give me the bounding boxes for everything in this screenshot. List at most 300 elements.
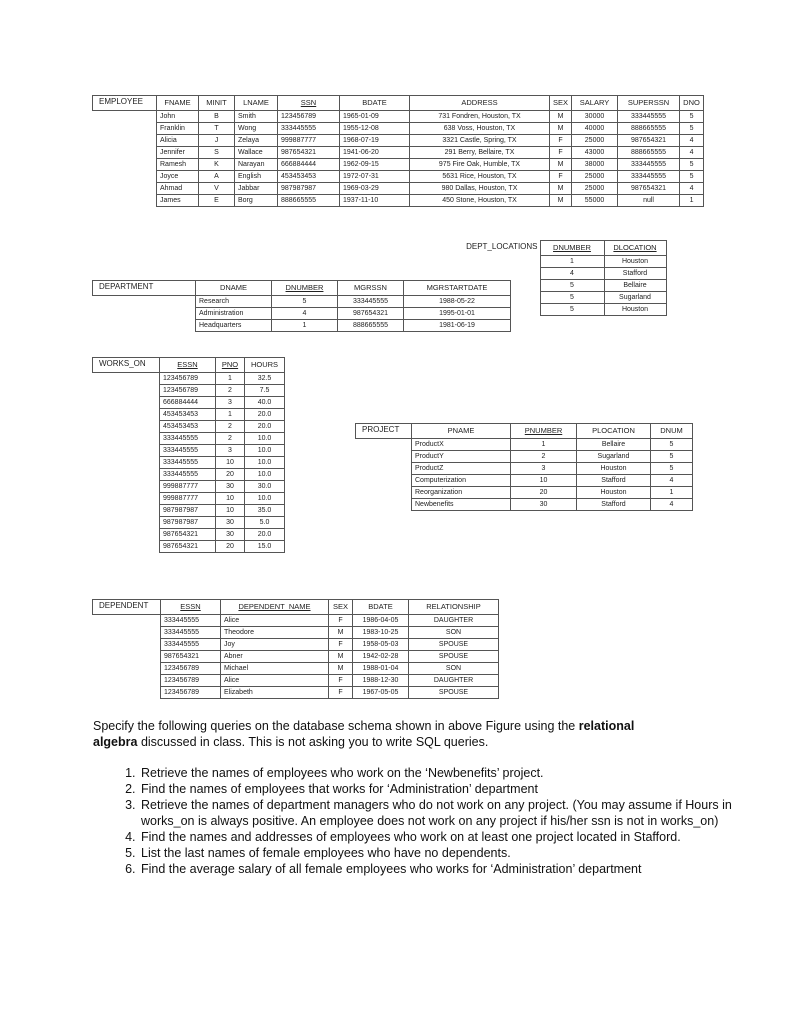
table-cell: 638 Voss, Houston, TX [410,123,550,135]
empty-cell [93,123,157,135]
table-cell: 987987987 [160,505,216,517]
table-cell: ProductX [412,439,511,451]
table-row [93,663,499,675]
table-cell: Computerization [412,475,511,487]
table-cell: 1981-06-19 [404,320,511,332]
works-on-header-row [93,358,285,373]
instructions-paragraph [93,718,713,750]
dependent-column-header: ESSN [161,600,221,615]
table-cell: 10.0 [245,457,285,469]
table-cell: 10.0 [245,445,285,457]
works-on-column-header: ESSN [160,358,216,373]
table-row [93,171,704,183]
dept-locations-column-header: DNUMBER [540,241,604,256]
table-cell: Alice [221,615,329,627]
table-cell: 5.0 [245,517,285,529]
table-cell: English [235,171,278,183]
table-cell: M [550,183,572,195]
table-cell: 1969-03-29 [340,183,410,195]
table-cell: ProductZ [412,463,511,475]
table-cell: SPOUSE [409,639,499,651]
table-cell: 3321 Castle, Spring, TX [410,135,550,147]
table-cell: 1 [511,439,577,451]
table-cell: 123456789 [161,663,221,675]
table-cell: 20 [216,469,245,481]
table-cell: Houston [604,256,666,268]
table-cell: SON [409,627,499,639]
instructions-bold-relational: relational [578,719,635,733]
project-column-header: DNUM [651,424,693,439]
employee-column-header: BDATE [340,96,410,111]
table-cell: 987654321 [160,541,216,553]
table-cell: 5 [540,304,604,316]
table-cell: 1995-01-01 [404,308,511,320]
table-row [93,541,285,553]
table-cell: 4 [540,268,604,280]
table-cell: 40000 [572,123,618,135]
department-column-header: DNUMBER [272,281,338,296]
table-cell: Narayan [235,159,278,171]
question-item: 5. List the last names of female employees who have no dependents. [139,845,739,861]
empty-cell [356,451,412,463]
table-cell: 450 Stone, Houston, TX [410,195,550,207]
table-row [93,147,704,159]
table-cell: SPOUSE [409,687,499,699]
table-row [93,445,285,457]
table-cell: Administration [196,308,272,320]
question-item: 6. Find the average salary of all female employees who works for ‘Administration’ department [139,861,739,877]
table-cell: 291 Berry, Bellaire, TX [410,147,550,159]
table-row [93,517,285,529]
table-cell: 20 [511,487,577,499]
empty-cell [93,159,157,171]
table-cell: M [329,627,353,639]
empty-cell [93,469,160,481]
table-cell: 1962-09-15 [340,159,410,171]
table-cell: 888665555 [338,320,404,332]
empty-cell [356,487,412,499]
empty-cell [93,481,160,493]
table-cell: 1958-05-03 [353,639,409,651]
table-cell: 333445555 [160,457,216,469]
table-cell: 987654321 [618,183,680,195]
empty-cell [93,505,160,517]
table-row [93,651,499,663]
table-cell: 123456789 [161,675,221,687]
table-cell: 5 [680,123,704,135]
table-row [93,159,704,171]
table-cell: 987654321 [161,651,221,663]
table-cell: 123456789 [160,385,216,397]
empty-cell [93,687,161,699]
table-row [93,111,704,123]
table-cell: 453453453 [160,421,216,433]
table-cell: Jabbar [235,183,278,195]
table-row [93,639,499,651]
table-row [356,463,693,475]
table-cell: 30 [216,517,245,529]
table-cell: T [199,123,235,135]
project-column-header: PNAME [412,424,511,439]
table-cell: 5 [651,451,693,463]
empty-cell [93,651,161,663]
table-cell: 5 [540,292,604,304]
empty-cell [93,195,157,207]
table-cell: Theodore [221,627,329,639]
table-cell: 30.0 [245,481,285,493]
table-cell: Franklin [157,123,199,135]
table-cell: Houston [577,463,651,475]
table-cell: 1 [216,373,245,385]
table-cell: 1942-02-28 [353,651,409,663]
table-cell: B [199,111,235,123]
table-cell: 333445555 [618,171,680,183]
table-cell: 1 [272,320,338,332]
table-cell: 30 [216,481,245,493]
table-cell: F [550,135,572,147]
table-cell: Joyce [157,171,199,183]
empty-cell [93,457,160,469]
table-cell: 333445555 [618,159,680,171]
table-cell: 20.0 [245,529,285,541]
table-cell: 5631 Rice, Houston, TX [410,171,550,183]
table-row [93,675,499,687]
table-cell: 2 [216,433,245,445]
table-cell: SON [409,663,499,675]
department-column-header: MGRSTARTDATE [404,281,511,296]
table-cell: M [329,651,353,663]
table-row [93,373,285,385]
table-cell: 333445555 [161,615,221,627]
table-cell: M [550,159,572,171]
table-cell: 333445555 [338,296,404,308]
table-cell: F [329,639,353,651]
table-cell: 5 [680,171,704,183]
table-cell: Alicia [157,135,199,147]
table-cell: 999887777 [160,493,216,505]
table-cell: 987654321 [618,135,680,147]
table-cell: 10 [216,457,245,469]
table-cell: 1937-11-10 [340,195,410,207]
table-row [93,529,285,541]
employee-column-header: LNAME [235,96,278,111]
table-cell: Ahmad [157,183,199,195]
employee-column-header: SUPERSSN [618,96,680,111]
empty-cell [93,147,157,159]
instructions-bold-algebra: algebra [93,735,138,749]
table-cell: E [199,195,235,207]
empty-cell [93,171,157,183]
table-cell: Houston [604,304,666,316]
empty-cell [93,183,157,195]
empty-cell [356,439,412,451]
table-cell: Michael [221,663,329,675]
table-cell: Zelaya [235,135,278,147]
table-cell: Stafford [577,475,651,487]
table-cell: 2 [216,421,245,433]
table-row [93,505,285,517]
empty-cell [356,475,412,487]
dept-locations-column-header: DLOCATION [604,241,666,256]
table-cell: ProductY [412,451,511,463]
table-cell: John [157,111,199,123]
table-cell: 25000 [572,171,618,183]
empty-cell [93,385,160,397]
table-row [93,123,704,135]
empty-cell [93,639,161,651]
table-cell: Newbenefits [412,499,511,511]
table-cell: 4 [680,135,704,147]
table-cell: F [550,147,572,159]
table-cell: Research [196,296,272,308]
table-row [93,433,285,445]
table-cell: 20.0 [245,409,285,421]
table-cell: F [550,171,572,183]
table-cell: 1 [651,487,693,499]
table-cell: 333445555 [161,627,221,639]
department-relation-label: DEPARTMENT [93,281,196,296]
table-cell: Abner [221,651,329,663]
table-cell: 4 [272,308,338,320]
dependent-column-header: DEPENDENT_NAME [221,600,329,615]
table-row [93,615,499,627]
table-cell: Headquarters [196,320,272,332]
table-cell: 3 [511,463,577,475]
table-cell: 123456789 [278,111,340,123]
department-header-row [93,281,511,296]
table-cell: 4 [680,147,704,159]
table-cell: 4 [680,183,704,195]
table-cell: 1 [540,256,604,268]
works-on-column-header: PNO [216,358,245,373]
table-row [93,308,511,320]
table-cell: Borg [235,195,278,207]
department-column-header: DNAME [196,281,272,296]
table-row [437,256,666,268]
table-cell: 666884444 [278,159,340,171]
table-cell: 3 [216,397,245,409]
table-cell: 4 [651,475,693,487]
table-cell: 43000 [572,147,618,159]
table-cell: Houston [577,487,651,499]
table-cell: M [550,123,572,135]
table-row [93,409,285,421]
empty-cell [93,111,157,123]
empty-cell [356,463,412,475]
table-row [93,421,285,433]
table-cell: 975 Fire Oak, Humble, TX [410,159,550,171]
empty-cell [93,433,160,445]
table-cell: Reorganization [412,487,511,499]
table-cell: 1 [680,195,704,207]
table-cell: Ramesh [157,159,199,171]
table-cell: S [199,147,235,159]
table-cell: 55000 [572,195,618,207]
project-table [355,423,693,511]
table-cell: 25000 [572,183,618,195]
dependent-table [92,599,499,699]
table-cell: M [329,663,353,675]
table-cell: null [618,195,680,207]
employee-column-header: ADDRESS [410,96,550,111]
table-cell: 666884444 [160,397,216,409]
works-on-column-header: HOURS [245,358,285,373]
empty-cell [93,675,161,687]
table-cell: 987654321 [160,529,216,541]
table-cell: SPOUSE [409,651,499,663]
table-cell: Jennifer [157,147,199,159]
works-on-relation-label: WORKS_ON [93,358,160,373]
table-row [356,499,693,511]
table-cell: 7.5 [245,385,285,397]
table-cell: 2 [511,451,577,463]
table-cell: 999887777 [160,481,216,493]
employee-column-header: SSN [278,96,340,111]
project-table-block [355,423,693,511]
employee-table-block [92,95,704,207]
table-cell: 1986-04-05 [353,615,409,627]
table-row [93,397,285,409]
table-cell: 987654321 [338,308,404,320]
table-cell: 30000 [572,111,618,123]
table-cell: 453453453 [160,409,216,421]
table-row [437,268,666,280]
table-cell: Smith [235,111,278,123]
table-cell: 10 [216,493,245,505]
table-row [93,385,285,397]
table-cell: A [199,171,235,183]
table-row [93,469,285,481]
question-item: 3. Retrieve the names of department managers who do not work on any project. (You may assume if Hours in works_on is always positive. An employee does not work on any project if his/her ssn is not in works_on) [139,797,739,829]
question-item: 2. Find the names of employees that works for ‘Administration’ department [139,781,739,797]
table-cell: 333445555 [278,123,340,135]
department-table [92,280,511,332]
question-list [113,765,739,877]
table-cell: 5 [651,439,693,451]
table-cell: V [199,183,235,195]
empty-cell [93,135,157,147]
table-cell: 987987987 [278,183,340,195]
table-cell: 333445555 [160,445,216,457]
table-cell: Bellaire [577,439,651,451]
table-cell: 5 [540,280,604,292]
table-cell: 1967-05-05 [353,687,409,699]
table-cell: J [199,135,235,147]
table-row [93,135,704,147]
employee-relation-label: EMPLOYEE [93,96,157,111]
table-cell: 25000 [572,135,618,147]
employee-column-header: FNAME [157,96,199,111]
table-cell: DAUGHTER [409,615,499,627]
table-cell: 123456789 [160,373,216,385]
table-cell: Bellaire [604,280,666,292]
table-row [93,296,511,308]
table-cell: 731 Fondren, Houston, TX [410,111,550,123]
department-table-block [92,280,511,332]
table-cell: Sugarland [577,451,651,463]
empty-cell [93,397,160,409]
dependent-header-row [93,600,499,615]
table-cell: 1972-07-31 [340,171,410,183]
table-cell: K [199,159,235,171]
table-cell: 38000 [572,159,618,171]
empty-cell [356,499,412,511]
table-cell: Stafford [604,268,666,280]
table-cell: 30 [511,499,577,511]
table-row [93,320,511,332]
table-cell: 5 [272,296,338,308]
question-item: 1. Retrieve the names of employees who work on the ‘Newbenefits’ project. [139,765,739,781]
table-cell: 2 [216,385,245,397]
empty-cell [437,268,540,280]
table-cell: Elizabeth [221,687,329,699]
table-cell: 1988-01-04 [353,663,409,675]
table-cell: F [329,675,353,687]
employee-column-header: SEX [550,96,572,111]
table-cell: 1983-10-25 [353,627,409,639]
question-item: 4. Find the names and addresses of employees who work on at least one project located in Stafford. [139,829,739,845]
empty-cell [93,493,160,505]
dependent-column-header: SEX [329,600,353,615]
table-cell: 30 [216,529,245,541]
empty-cell [93,529,160,541]
project-relation-label: PROJECT [356,424,412,439]
table-cell: 980 Dallas, Houston, TX [410,183,550,195]
project-header-row [356,424,693,439]
table-cell: 1941-06-20 [340,147,410,159]
table-row [93,481,285,493]
table-cell: M [550,111,572,123]
table-cell: 123456789 [161,687,221,699]
table-cell: 333445555 [160,469,216,481]
table-cell: Sugarland [604,292,666,304]
works-on-table-block [92,357,285,553]
empty-cell [93,517,160,529]
table-cell: F [329,687,353,699]
table-row [356,475,693,487]
table-cell: 333445555 [160,433,216,445]
table-row [93,457,285,469]
employee-column-header: SALARY [572,96,618,111]
table-cell: 10.0 [245,433,285,445]
table-cell: 5 [680,159,704,171]
table-row [93,183,704,195]
empty-cell [93,373,160,385]
table-row [93,493,285,505]
table-cell: Joy [221,639,329,651]
table-cell: 20 [216,541,245,553]
empty-cell [93,308,196,320]
empty-cell [93,296,196,308]
table-cell: 4 [651,499,693,511]
table-cell: 35.0 [245,505,285,517]
table-cell: 10.0 [245,493,285,505]
table-cell: DAUGHTER [409,675,499,687]
dependent-table-block [92,599,499,699]
table-cell: 987654321 [278,147,340,159]
table-cell: 453453453 [278,171,340,183]
empty-cell [437,256,540,268]
table-cell: 3 [216,445,245,457]
project-column-header: PLOCATION [577,424,651,439]
table-cell: 5 [680,111,704,123]
table-cell: 10 [511,475,577,487]
table-row [93,687,499,699]
empty-cell [93,663,161,675]
table-cell: 40.0 [245,397,285,409]
instructions-text-part1: Specify the following queries on the database schema shown in above Figure using the [93,719,579,733]
table-cell: Wong [235,123,278,135]
